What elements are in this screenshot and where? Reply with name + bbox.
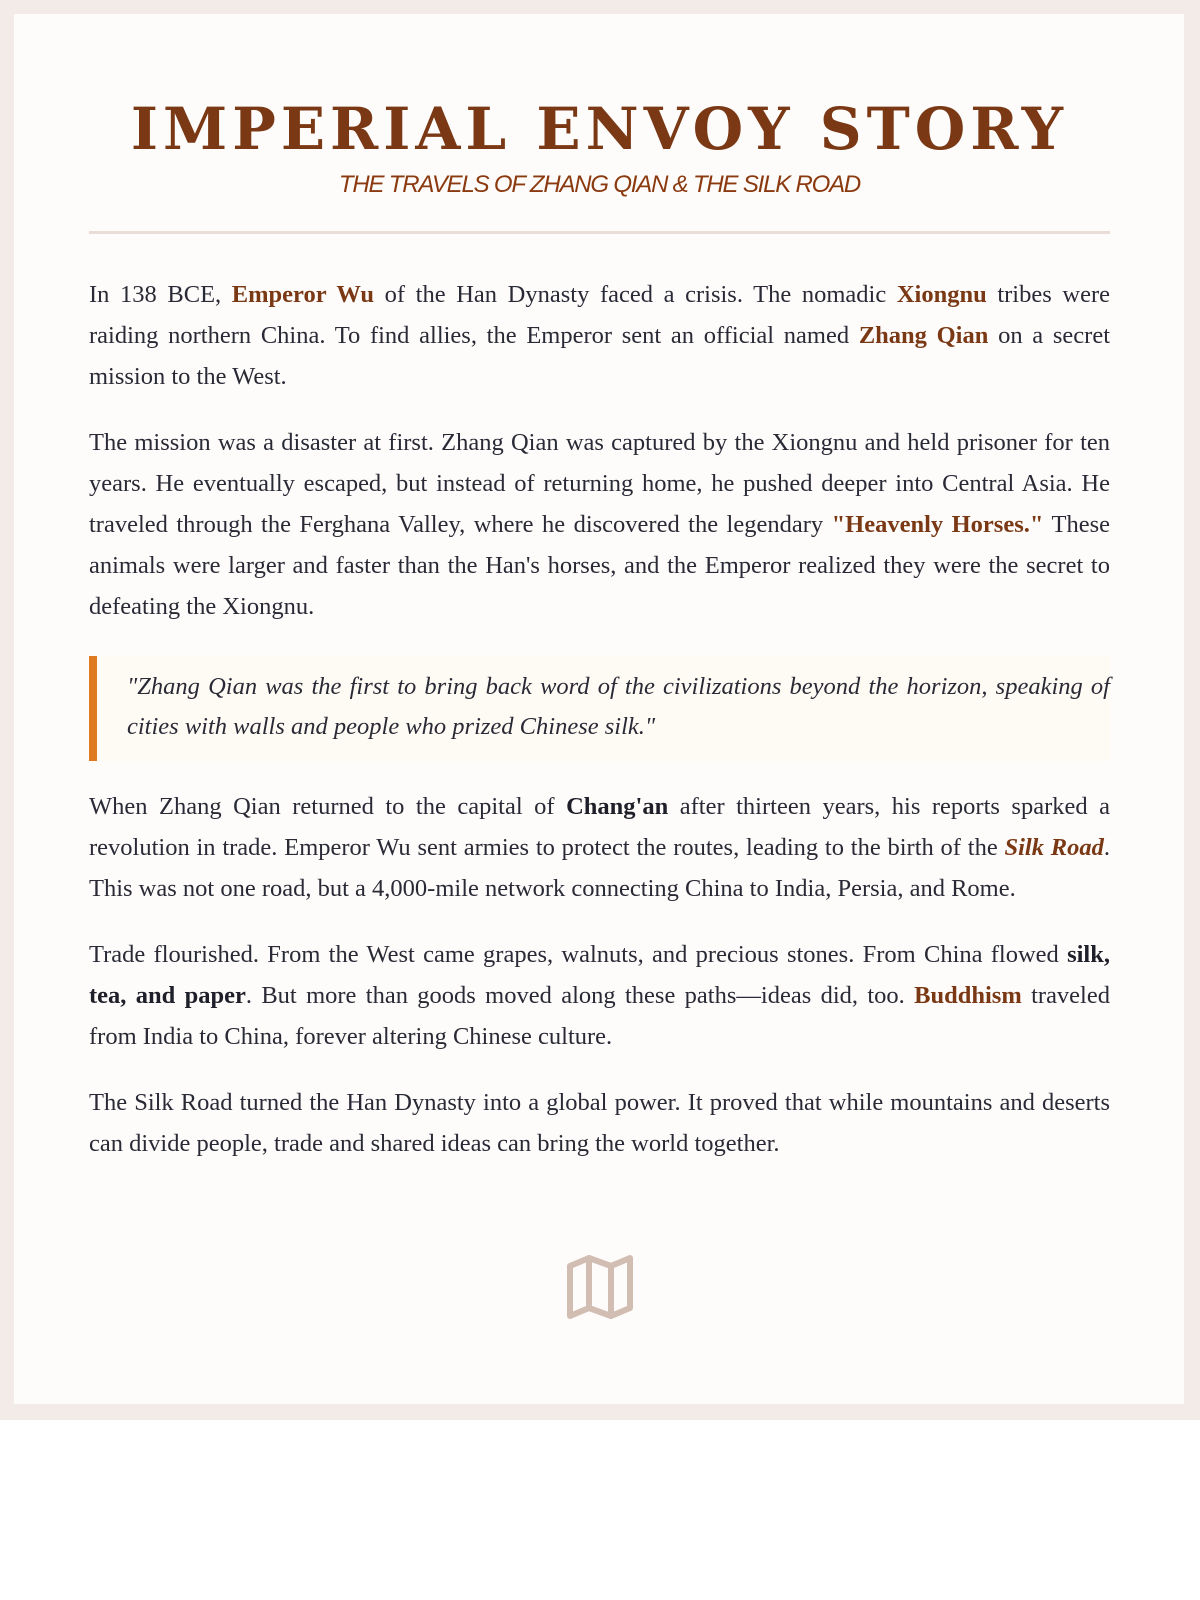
paragraph-4: Trade flourished. From the West came grapes, walnuts, and precious stones. From China flowed silk, tea, and paper. But more than goods moved along these paths—ideas did, too. Buddhism traveled from India to China, forever altering Chinese culture.	[89, 941, 1110, 1051]
page-subtitle: THE TRAVELS OF ZHANG QIAN & THE SILK ROAD	[338, 171, 861, 199]
highlight-emperor-wu: Emperor Wu	[231, 281, 375, 309]
paragraph-3: When Zhang Qian returned to the capital of Chang'an after thirteen years, his reports sparked a revolution in trade. Emperor Wu sent armies to protect the routes, leading to the birth of the Silk Road. This was not one road, but a 4,000-mile network connecting China to India, Persia, and Rome.	[89, 793, 1110, 903]
title-divider	[89, 231, 1110, 234]
paragraph-1: In 138 BCE, Emperor Wu of the Han Dynasty faced a crisis. The nomadic Xiongnu tribes were raiding northern China. To find allies, the Emperor sent an official named Zhang Qian on a secret mission to the West.	[89, 281, 1110, 391]
highlight-silk-road: Silk Road	[1004, 834, 1104, 862]
highlight-xiongnu: Xiongnu	[896, 281, 987, 309]
highlight-buddhism: Buddhism	[914, 982, 1022, 1010]
bold-changan: Chang'an	[566, 793, 669, 821]
pull-quote: "Zhang Qian was the first to bring back word of the civilizations beyond the horizon, speaking of cities with walls and people who prized Chinese silk."	[89, 656, 1110, 761]
paragraph-5: The Silk Road turned the Han Dynasty into a global power. It proved that while mountains and deserts can divide people, trade and shared ideas can bring the world together.	[89, 1089, 1110, 1158]
story-body	[89, 274, 1110, 1164]
content-column	[89, 14, 1110, 1164]
page-title: IMPERIAL ENVOY STORY	[130, 95, 1069, 163]
bold-goods: silk, tea, and paper	[89, 941, 1110, 1010]
document-page	[12, 12, 1186, 1406]
highlight-heavenly-horses: "Heavenly Horses."	[831, 511, 1044, 539]
highlight-zhang-qian: Zhang Qian	[858, 322, 989, 350]
paragraph-2: The mission was a disaster at first. Zhang Qian was captured by the Xiongnu and held prisoner for ten years. He eventually escaped, but instead of returning home, he pushed deeper into Central Asia. He traveled through the Ferghana Valley, where he discovered the legendary "Heavenly Horses." These animals were larger and faster than the Han's horses, and the Emperor realized they were the secret to defeating the Xiongnu.	[89, 429, 1110, 621]
map-icon	[565, 1252, 635, 1322]
